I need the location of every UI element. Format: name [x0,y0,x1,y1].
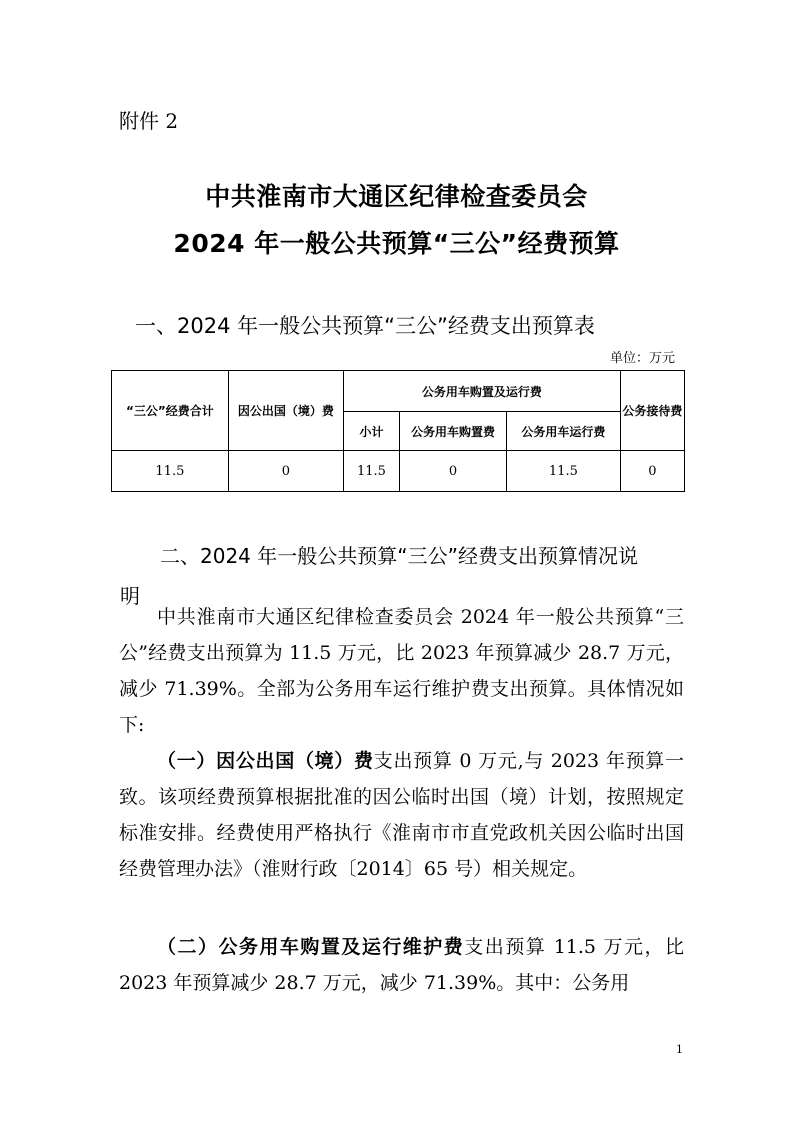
document-title-line1: 中共淮南市大通区纪律检查委员会 [205,182,588,211]
paragraph-vehicle [119,929,684,1001]
value-reception: 0 [620,451,684,492]
header-total: “三公”经费合计 [112,371,229,451]
header-subtotal: 小计 [343,412,399,451]
paragraph-abroad-lead: （一）因公出国（境）费 [157,750,374,772]
header-vehicle-group: 公务用车购置及运行费 [343,371,620,412]
section2-heading-line1: 二、2024 年一般公共预算“三公”经费支出预算情况说 [160,544,638,568]
paragraph-summary: 中共淮南市大通区纪律检查委员会 2024 年一般公共预算“三公”经费支出预算为 11.5 万元，比 2023 年预算减少 28.7 万元，减少 71.39%。全部为公务用车运行维护费支出预算。具体情况如下: [119,606,684,736]
paragraph-vehicle-body: 支出预算 11.5 万元，比 2023 年预算减少 28.7 万元，减少 71.39%。其中：公务用 [119,936,684,994]
value-vehicle-purchase: 0 [400,451,507,492]
paragraph-vehicle-lead: （二）公务用车购置及运行维护费 [157,936,465,958]
paragraph-abroad-body: 支出预算 0 万元,与 2023 年预算一致。该项经费预算根据批准的因公临时出国（境）计划，按照规定标准安排。经费使用严格执行《淮南市市直党政机关因公临时出国经费管理办法》（淮财行政〔2014〕65 号）相关规定。 [119,750,684,880]
table-row [112,451,685,492]
header-vehicle-purchase: 公务用车购置费 [400,412,507,451]
section1-heading: 一、2024 年一般公共预算“三公”经费支出预算表 [135,314,595,338]
page-number: 1 [676,1043,683,1056]
budget-table [111,370,685,492]
value-vehicle-operation: 11.5 [507,451,621,492]
value-subtotal: 11.5 [343,451,399,492]
unit-label: 单位：万元 [609,351,675,366]
attachment-label: 附件 2 [119,109,179,133]
header-vehicle-operation: 公务用车运行费 [507,412,621,451]
table-header-row [112,371,685,412]
value-abroad: 0 [228,451,343,492]
paragraph-abroad [119,743,684,887]
header-reception: 公务接待费 [620,371,684,451]
value-total: 11.5 [112,451,229,492]
document-title-line2: 2024 年一般公共预算“三公”经费预算 [173,229,620,258]
section2-heading-line2: 明 [120,584,140,608]
header-abroad: 因公出国（境）费 [228,371,343,451]
